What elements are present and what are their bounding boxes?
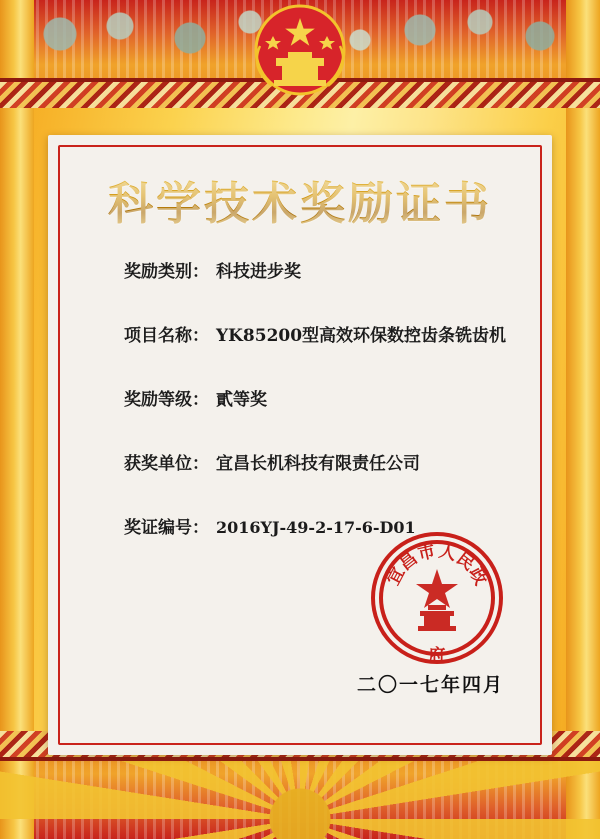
svg-text:市: 市	[416, 541, 438, 565]
field-label: 项目名称：	[124, 326, 209, 346]
field-row-awarded-organization	[124, 449, 524, 474]
official-seal-stamp	[368, 529, 506, 667]
svg-text:政: 政	[464, 564, 491, 589]
certificate-card	[48, 135, 552, 755]
field-row-award-category	[124, 257, 524, 282]
field-value: 2016YJ-49-2-17-6-D01	[216, 518, 416, 537]
page-title: 科学技术奖励证书	[48, 167, 552, 232]
svg-text:昌: 昌	[395, 548, 422, 575]
field-row-project-name	[124, 321, 524, 346]
national-emblem-icon	[240, 2, 360, 106]
svg-text:民: 民	[452, 548, 479, 575]
issue-date: 二〇一七年四月	[356, 674, 504, 696]
svg-text:人: 人	[436, 541, 458, 565]
field-label: 获奖单位：	[124, 454, 209, 474]
field-label: 奖励类别：	[124, 262, 209, 282]
field-value: 宜昌长机科技有限责任公司	[216, 454, 420, 474]
svg-text:府: 府	[428, 646, 446, 666]
decorative-border-right	[566, 0, 600, 839]
divider-line-bottom	[0, 757, 600, 761]
decorative-border-left	[0, 0, 34, 839]
field-value: YK85200型高效环保数控齿条铣齿机	[216, 326, 507, 346]
field-row-award-level	[124, 385, 524, 410]
svg-text:宜: 宜	[383, 564, 410, 589]
field-label: 奖证编号：	[124, 518, 209, 538]
field-value: 科技进步奖	[216, 262, 301, 282]
floral-ornament-bottom	[0, 761, 600, 839]
field-value: 貳等奖	[216, 390, 267, 410]
field-label: 奖励等级：	[124, 390, 209, 410]
